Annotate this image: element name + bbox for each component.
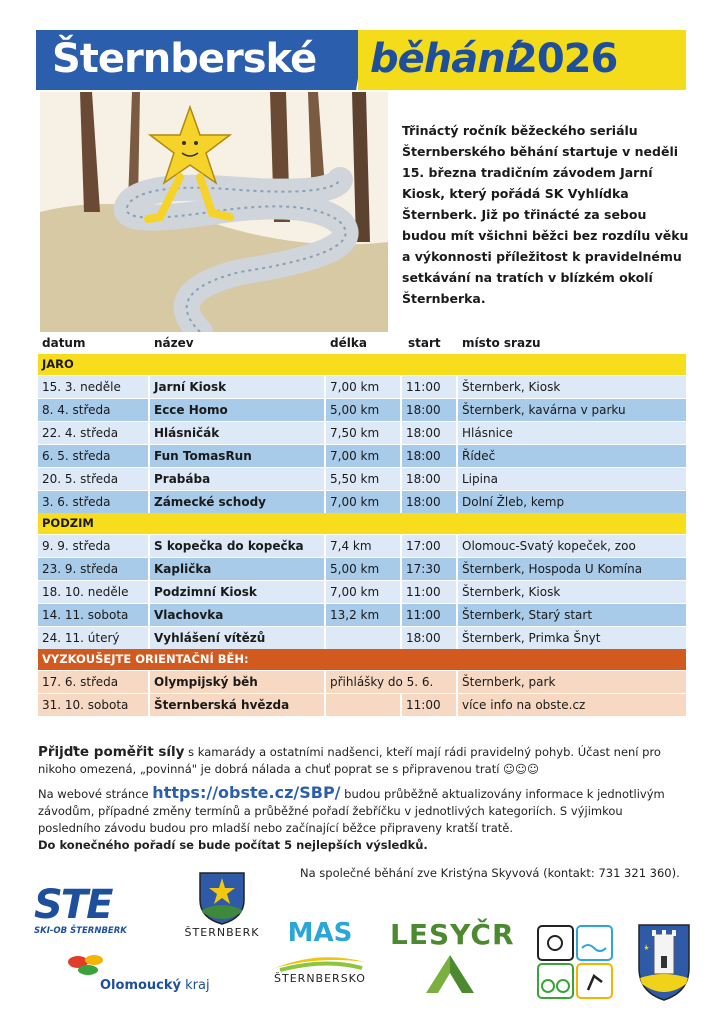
mas-logo-text: MAS — [287, 918, 353, 948]
mas-swoosh-icon — [270, 948, 370, 972]
section-podzim: PODZIM — [38, 513, 686, 534]
table-row — [38, 467, 686, 490]
cell-name: Vlachovka — [150, 604, 326, 626]
cell-name: Kaplička — [150, 558, 326, 580]
cell-name: Fun TomasRun — [150, 445, 326, 467]
header-date: datum — [42, 336, 86, 350]
title-part1: Šternberské — [52, 36, 317, 82]
table-row — [38, 670, 686, 693]
ste-logo — [34, 884, 154, 936]
table-row — [38, 398, 686, 421]
header-name: název — [154, 336, 194, 350]
cell-start: 17:30 — [402, 558, 458, 580]
cell-name: Podzimní Kiosk — [150, 581, 326, 603]
cell-length: 13,2 km — [326, 604, 402, 626]
cell-start: 11:00 — [402, 604, 458, 626]
invite-contact: Na společné běhání zve Kristýna Skyvová (kontakt: 731 321 360). — [300, 866, 680, 880]
cell-place: Šternberk, park — [458, 671, 686, 693]
runner-star-illustration — [40, 92, 388, 332]
web-pre: Na webové stránce — [38, 787, 153, 801]
schedule-table — [38, 332, 686, 716]
cell-start: 11:00 — [402, 581, 458, 603]
olomoucky-kraj-logo — [68, 952, 238, 1002]
cell-place: Šternberk, Primka Šnyt — [458, 627, 686, 649]
section-jaro: JARO — [38, 354, 686, 375]
final-ranking-note: Do konečného pořadí se bude počítat 5 nejlepších výsledků. — [38, 838, 428, 852]
cell-length: 7,50 km — [326, 422, 402, 444]
cell-start: 18:00 — [402, 422, 458, 444]
section-orienteering: VYZKOUŠEJTE ORIENTAČNÍ BĚH: — [38, 649, 686, 670]
cell-name: Jarní Kiosk — [150, 376, 326, 398]
cell-start: 11:00 — [402, 694, 458, 716]
header-length: délka — [330, 336, 367, 350]
cell-place: Lipina — [458, 468, 686, 490]
multisport-logo — [536, 924, 614, 1000]
web-post: budou průběžně aktualizovány informace k jednotlivým závodům, případné změny termínů a průběžné pořadí žebříčku v jednotlivých kategoriích. S výjimkou posledního závodu budou pro mladší nebo začínající běžce připraveny kratší tratě. — [38, 787, 665, 835]
lead-text: Přijďte poměřit síly — [38, 744, 185, 760]
table-row — [38, 557, 686, 580]
cell-place: Šternberk, Starý start — [458, 604, 686, 626]
info-text — [38, 744, 688, 854]
table-header — [38, 332, 686, 354]
cell-start: 18:00 — [402, 399, 458, 421]
sternberk-coat-of-arms-icon — [197, 870, 247, 926]
lesy-cr-logo-text: LESYČR — [390, 918, 515, 951]
cell-name: Zámecké schody — [150, 491, 326, 513]
cell-date: 8. 4. středa — [38, 399, 150, 421]
sternberk-logo — [178, 870, 266, 939]
cell-date: 17. 6. středa — [38, 671, 150, 693]
cell-place: více info na obste.cz — [458, 694, 686, 716]
cell-name: Vyhlášení vítězů — [150, 627, 326, 649]
lesy-cr-logo — [390, 918, 515, 997]
table-row — [38, 693, 686, 716]
mas-logo-sub: ŠTERNBERSKO — [274, 972, 366, 985]
olomoucky-kraj-rest: kraj — [181, 978, 210, 993]
table-row — [38, 421, 686, 444]
cell-start: 11:00 — [402, 376, 458, 398]
website-link[interactable]: https://obste.cz/SBP/ — [152, 783, 341, 802]
table-row — [38, 534, 686, 557]
cell-date: 9. 9. středa — [38, 535, 150, 557]
cell-date: 18. 10. neděle — [38, 581, 150, 603]
cell-place: Šternberk, kavárna v parku — [458, 399, 686, 421]
web-paragraph — [38, 784, 688, 837]
cell-name: Ecce Homo — [150, 399, 326, 421]
table-row — [38, 375, 686, 398]
invitation-paragraph — [38, 744, 688, 778]
cell-date: 14. 11. sobota — [38, 604, 150, 626]
cell-length — [326, 627, 402, 649]
cell-length: 7,00 km — [326, 581, 402, 603]
table-row — [38, 626, 686, 649]
header-start: start — [408, 336, 441, 350]
cell-start: 18:00 — [402, 491, 458, 513]
table-row — [38, 580, 686, 603]
cell-length: 5,00 km — [326, 558, 402, 580]
title-banner — [36, 30, 686, 90]
cell-length: 7,00 km — [326, 376, 402, 398]
olomoucky-kraj-text — [100, 978, 210, 993]
cell-name: S kopečka do kopečka — [150, 535, 326, 557]
title-year: 2026 — [510, 36, 618, 82]
table-row — [38, 490, 686, 513]
table-row — [38, 444, 686, 467]
olomoucky-kraj-swoosh-icon — [68, 952, 108, 978]
mas-logo — [262, 918, 378, 985]
cell-name: Hlásničák — [150, 422, 326, 444]
cell-date: 23. 9. středa — [38, 558, 150, 580]
cell-length: 5,50 km — [326, 468, 402, 490]
sports-grid-icon — [536, 924, 614, 1000]
cell-length: 7,00 km — [326, 445, 402, 467]
cell-place: Šternberk, Kiosk — [458, 581, 686, 603]
cell-length: 7,4 km — [326, 535, 402, 557]
cell-length — [326, 694, 402, 716]
cell-place: Šternberk, Kiosk — [458, 376, 686, 398]
cell-place: Dolní Žleb, kemp — [458, 491, 686, 513]
cell-length: 7,00 km — [326, 491, 402, 513]
cell-name: Šternberská hvězda — [150, 694, 326, 716]
cell-start: 18:00 — [402, 445, 458, 467]
ste-logo-sub: SKI-OB ŠTERNBERK — [34, 926, 127, 936]
cell-date: 3. 6. středa — [38, 491, 150, 513]
town-crest-logo — [636, 922, 692, 1002]
intro-paragraph: Třináctý ročník běžeckého seriálu Šternberského běhání startuje v neděli 15. března tradičním závodem Jarní Kiosk, který pořádá SK Vyhlídka Šternberk. Již po třinácté za sebou budou mít všichni běžci bez rozdílu věku a výkonnosti příležitost k pravidelnému setkávání na tratích v blízkém okolí Šternberka. — [402, 123, 689, 306]
header-place: místo srazu — [462, 336, 541, 350]
lesy-cr-tree-icon — [420, 953, 480, 997]
cell-name: Olympijský běh — [150, 671, 326, 693]
cell-place: Olomouc-Svatý kopeček, zoo — [458, 535, 686, 557]
ste-logo-text: STE — [34, 882, 112, 928]
cell-start: 17:00 — [402, 535, 458, 557]
cell-date: 6. 5. středa — [38, 445, 150, 467]
olomoucky-kraj-bold: Olomoucký — [100, 978, 181, 993]
cell-start: 18:00 — [402, 468, 458, 490]
cell-place: Hlásnice — [458, 422, 686, 444]
sternberk-logo-label: ŠTERNBERK — [184, 926, 260, 939]
cell-registration: přihlášky do 5. 6. — [326, 671, 458, 693]
cell-date: 22. 4. středa — [38, 422, 150, 444]
tower-crest-icon — [636, 922, 692, 1002]
cell-date: 20. 5. středa — [38, 468, 150, 490]
cell-length: 5,00 km — [326, 399, 402, 421]
cell-date: 15. 3. neděle — [38, 376, 150, 398]
cell-place: Šternberk, Hospoda U Komína — [458, 558, 686, 580]
title-part2: běhání — [370, 36, 518, 82]
cell-place: Řídeč — [458, 445, 686, 467]
cell-date: 31. 10. sobota — [38, 694, 150, 716]
lead-rest: s kamarády a ostatními nadšenci, kteří mají rádi pravidelný pohyb. Účast není pro nikoho omezená, „povinná" je dobrá nálada a chuť poprat se s připravenou tratí ☺☺☺ — [38, 745, 661, 776]
cell-start: 18:00 — [402, 627, 458, 649]
table-row — [38, 603, 686, 626]
cell-date: 24. 11. úterý — [38, 627, 150, 649]
cell-name: Prabába — [150, 468, 326, 490]
